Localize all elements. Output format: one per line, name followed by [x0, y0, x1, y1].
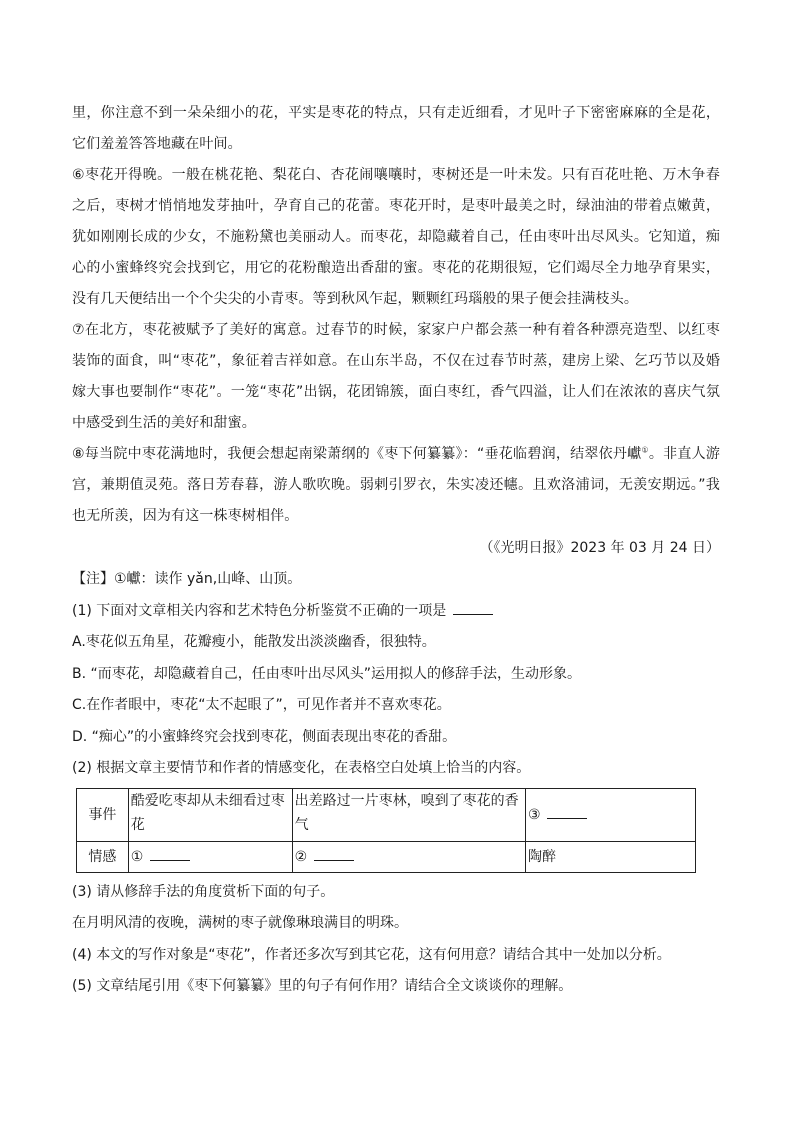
document-page: [72, 98, 720, 1003]
table-header-cell: 情感: [77, 841, 129, 872]
question-5: (5) 文章结尾引用《枣下何纂纂》里的句子有何作用？请结合全文谈谈你的理解。: [72, 978, 573, 994]
question-4: (4) 本文的写作对象是“枣花”，作者还多次写到其它花，这有何用意？请结合其中一处加以分析。: [72, 946, 671, 963]
question-3: (3) 请从修辞手法的角度赏析下面的句子。: [72, 883, 335, 900]
table-cell-blank: [526, 788, 696, 841]
table-cell: 出差路过一片枣林，嗅到了枣花的香气: [292, 788, 525, 841]
article-paragraph-8: [72, 439, 720, 532]
footnote-ref-1: ①: [641, 445, 649, 455]
option-c: C.在作者眼中，枣花“太不起眼了”，可见作者并不喜欢枣花。: [72, 697, 451, 713]
questions-section: [72, 564, 720, 785]
table-cell: 陶醉: [526, 841, 696, 872]
table-cell-blank: [292, 841, 525, 872]
table-cell-blank: [128, 841, 292, 872]
article-paragraph-6: ⑥枣花开得晚。一般在桃花艳、梨花白、杏花闹嚷嚷时，枣树还是一叶未发。只有百花吐艳、万木争春之后，枣树才悄悄地发芽抽叶，孕育自己的花蕾。枣花开时，是枣叶最美之时，绿油油的带着点嫩黄，犹如刚刚长成的少女，不施粉黛也美丽动人。而枣花，却隐藏着自己，任由枣叶出尽风头。它知道，痴心的小蜜蜂终究会找到它，用它的花粉酿造出香甜的蜜。枣花的花期很短，它们竭尽全力地孕育果实，没有几天便结出一个个尖尖的小青枣。等到秋风乍起，颗颗红玛瑙般的果子便会挂满枝头。: [72, 167, 720, 307]
question-1: [72, 596, 720, 628]
blank-label: ②: [294, 848, 308, 865]
events-emotions-table: [76, 788, 696, 873]
annotation-note: 【注】①巘：读作 yǎn,山峰、山顶。: [72, 571, 302, 587]
answer-blank: [453, 600, 493, 615]
blank-label: ①: [130, 848, 144, 865]
article-source: （《光明日报》2023 年 03 月 24 日）: [479, 540, 720, 556]
table-header-cell: 事件: [77, 788, 129, 841]
answer-blank: [314, 846, 354, 861]
article-paragraph-7: ⑦在北方，枣花被赋予了美好的寓意。过春节的时候，家家户户都会蒸一种有着各种漂亮造型、以红枣装饰的面食，叫“枣花”，象征着吉祥如意。在山东半岛，不仅在过春节时蒸，建房上梁、乞巧节以及婚嫁大事也要制作“枣花”。一笼“枣花”出锅，花团锦簇，面白枣红，香气四溢，让人们在浓浓的喜庆气氛中感受到生活的美好和甜蜜。: [72, 322, 720, 431]
table-cell: 酷爱吃枣却从未细看过枣花: [128, 788, 292, 841]
answer-blank: [150, 846, 190, 861]
blank-label: ③: [528, 806, 541, 823]
question-3-sentence: 在月明风清的夜晚，满树的枣子就像琳琅满目的明珠。: [72, 915, 408, 931]
article-paragraph-continued: 里，你注意不到一朵朵细小的花，平实是枣花的特点，只有走近细看，才见叶子下密密麻麻的全是花，它们羞羞答答地藏在叶间。: [72, 105, 720, 152]
answer-blank: [547, 804, 587, 819]
option-a: A.枣花似五角星，花瓣瘦小，能散发出淡淡幽香，很独特。: [72, 634, 436, 650]
option-b: B. “而枣花，却隐藏着自己，任由枣叶出尽风头”运用拟人的修辞手法，生动形象。: [72, 665, 582, 682]
table-row: [77, 788, 696, 841]
table-row: [77, 841, 696, 872]
option-d: D. “痴心”的小蜜蜂终究会找到枣花，侧面表现出枣花的香甜。: [72, 728, 457, 745]
paragraph-8-text-a: ⑧每当院中枣花满地时，我便会想起南梁萧纲的《枣下何纂纂》：“垂花临碧润，结翠依丹巘: [72, 446, 642, 462]
questions-section-2: [72, 877, 720, 1003]
article-body: [72, 98, 720, 532]
paragraph-8-text-b: 。非直人游宫，兼期值灵苑。落日芳春暮，游人歌吹晚。弱剌引罗衣，朱实凌还幰。且欢洛浦词，无羡安期远。”我也无所羡，因为有这一株枣树相伴。: [72, 446, 721, 524]
question-1-text: (1) 下面对文章相关内容和艺术特色分析鉴赏不正确的一项是: [72, 602, 447, 619]
question-2: (2) 根据文章主要情节和作者的情感变化，在表格空白处填上恰当的内容。: [72, 760, 531, 776]
